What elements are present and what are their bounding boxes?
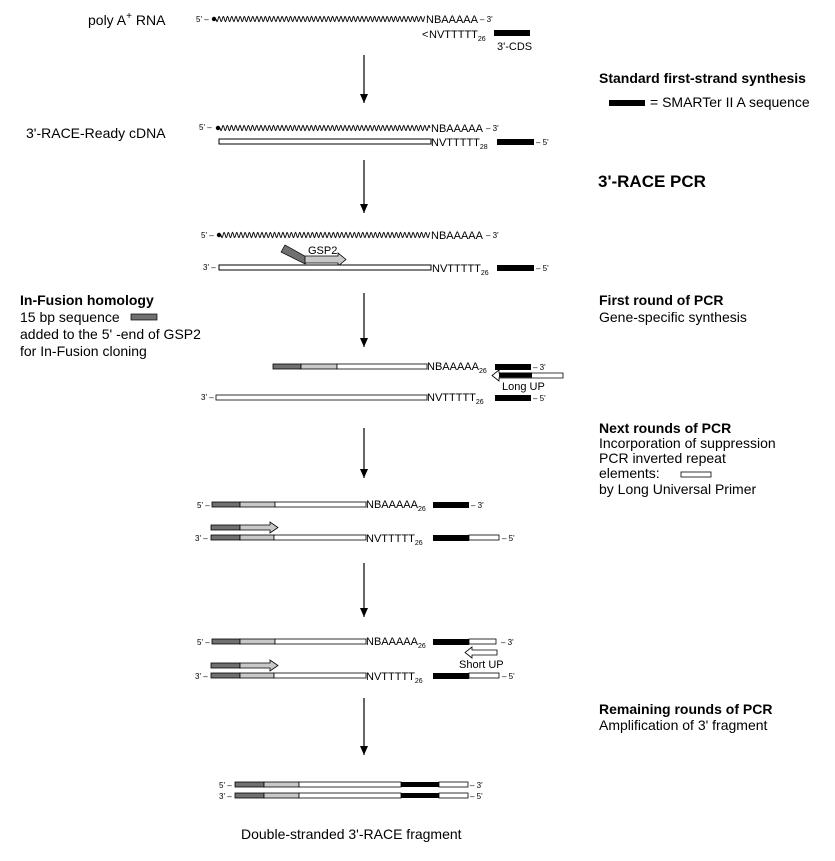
s2-end5: – 5' xyxy=(536,138,549,147)
s6-top-gsp xyxy=(240,639,275,644)
s7-top-five: 5' – xyxy=(219,781,232,790)
s5-bot-nvt: $NVTTTTT_{26}$ xyxy=(366,533,423,547)
s3-five-label: 5' – xyxy=(201,231,214,240)
s7-bot-gsp xyxy=(264,793,299,798)
s1-nvt: $NVTTTTT_{26}$ xyxy=(429,29,486,43)
next-rounds-l2: PCR inverted repeat xyxy=(599,450,726,466)
s5-primer-infusion xyxy=(211,525,240,530)
s6-top-five: 5' – xyxy=(197,638,210,647)
s4-top-strand xyxy=(337,364,427,369)
s5-bot-three: 3' – xyxy=(195,534,208,543)
long-up-label: Long UP xyxy=(502,381,545,393)
s5-top-end3: – 3' xyxy=(471,501,484,510)
s7-top-longup xyxy=(439,782,468,787)
s3-cdna-strand xyxy=(219,265,431,270)
s6-primer-arrow xyxy=(240,660,278,671)
s5-bot-longup-tail xyxy=(469,535,499,540)
infusion-line1: 15 bp sequence xyxy=(20,309,120,325)
s3-three-label: 3' – xyxy=(203,263,216,272)
s6-top-smarter xyxy=(433,639,469,645)
race-pcr-title: 3'-RACE PCR xyxy=(598,172,706,191)
s5-bot-infusion xyxy=(211,535,240,540)
infusion-line2: added to the 5' -end of GSP2 xyxy=(20,326,201,342)
s3-nba: NBAAAAA xyxy=(431,230,483,242)
next-rounds-l1: Incorporation of suppression xyxy=(599,435,776,451)
s7-bot-smarter xyxy=(401,793,439,798)
s1-cds-bar xyxy=(494,30,530,36)
s1-rna-wave xyxy=(216,16,425,21)
s6-bot-three: 3' – xyxy=(195,672,208,681)
s2-smarter-bar xyxy=(497,139,534,145)
s4-top-end3: – 3' xyxy=(533,363,546,372)
s4-top-infusion xyxy=(273,364,301,369)
s3-end3: – 3' xyxy=(486,231,499,240)
s4-top-nba: $NBAAAAA_{26}$ xyxy=(427,361,487,375)
s4-bot-smarter xyxy=(495,395,531,401)
s5-top-five: 5' – xyxy=(197,501,210,510)
long-up-black xyxy=(499,373,532,378)
s5-top-nba: $NBAAAAA_{26}$ xyxy=(366,499,426,513)
s6-bot-nvt: $NVTTTTT_{26}$ xyxy=(366,671,423,685)
s2-rna-wave xyxy=(220,125,430,130)
first-round-sub: Gene-specific synthesis xyxy=(599,309,747,325)
short-up-primer xyxy=(465,647,497,658)
next-rounds-swatch xyxy=(681,472,711,477)
s7-bot-three: 3' – xyxy=(219,792,232,801)
s6-top-end3: – 3' xyxy=(501,638,514,647)
s5-top-smarter xyxy=(433,502,469,508)
s6-top-longup-tail xyxy=(469,639,496,644)
next-rounds-l3: elements: xyxy=(599,465,660,481)
s7-top-gsp xyxy=(264,782,299,787)
s6-top-nba: $NBAAAAA_{26}$ xyxy=(366,636,426,650)
s6-bot-end5: – 5' xyxy=(502,672,515,681)
s1-nba: NBAAAAA xyxy=(426,14,478,26)
s2-nvt: $NVTTTTT_{28}$ xyxy=(431,137,488,151)
next-rounds-l4: by Long Universal Primer xyxy=(599,481,757,497)
gsp2-label: GSP2 xyxy=(308,245,338,257)
s7-bot-end5: – 5' xyxy=(470,792,483,801)
s1-five-label: 5' – xyxy=(196,15,209,24)
next-rounds-title: Next rounds of PCR xyxy=(599,420,732,436)
s4-bot-strand xyxy=(216,395,427,400)
s4-bot-three: 3' – xyxy=(201,393,214,402)
s5-bot-smarter xyxy=(433,535,469,541)
s5-bot-strand xyxy=(274,535,366,540)
smarter-legend-text: = SMARTer II A sequence xyxy=(650,94,810,110)
s5-top-gsp xyxy=(240,502,275,507)
s1-lt: < xyxy=(422,29,429,41)
s5-bot-gsp xyxy=(240,535,274,540)
s5-top-infusion xyxy=(212,502,240,507)
s6-bot-strand xyxy=(274,673,366,678)
s2-end3: – 3' xyxy=(486,124,499,133)
s6-bot-longup-tail xyxy=(469,673,499,678)
infusion-line3: for In-Fusion cloning xyxy=(20,343,147,359)
s7-top-infusion xyxy=(235,782,264,787)
s3-nvt: $NVTTTTT_{26}$ xyxy=(432,263,489,277)
s3-cap-dot xyxy=(217,233,221,237)
s4-bot-nvt: $NVTTTTT_{26}$ xyxy=(427,392,484,406)
s7-bot-strand xyxy=(299,793,401,798)
s4-top-smarter xyxy=(495,364,531,370)
infusion-title: In-Fusion homology xyxy=(20,292,154,308)
race-ready-label: 3'-RACE-Ready cDNA xyxy=(26,125,166,141)
polyA-label: poly A+ RNA xyxy=(88,11,166,28)
s6-primer-infusion xyxy=(211,663,240,668)
remaining-sub: Amplification of 3' fragment xyxy=(599,717,768,733)
s2-five-label: 5' – xyxy=(199,123,212,132)
s6-bot-gsp xyxy=(240,673,274,678)
s1-cds-label: 3'-CDS xyxy=(497,41,533,53)
s6-top-strand xyxy=(275,639,366,644)
s7-bot-infusion xyxy=(235,793,264,798)
remaining-title: Remaining rounds of PCR xyxy=(599,701,773,717)
final-fragment-label: Double-stranded 3'-RACE fragment xyxy=(241,826,462,842)
s7-top-end3: – 3' xyxy=(470,781,483,790)
s7-top-strand xyxy=(299,782,401,787)
s6-bot-smarter xyxy=(433,673,469,679)
s6-bot-infusion xyxy=(211,673,240,678)
s5-top-strand xyxy=(275,502,366,507)
first-round-title: First round of PCR xyxy=(599,292,724,308)
s6-top-infusion xyxy=(212,639,240,644)
s2-nba: NBAAAAA xyxy=(431,123,483,135)
s4-top-gsp xyxy=(301,364,337,369)
s3-rna-wave xyxy=(221,232,430,237)
s1-end3: – 3' xyxy=(480,15,493,24)
s4-bot-end5: – 5' xyxy=(533,394,546,403)
s5-bot-end5: – 5' xyxy=(502,534,515,543)
s2-cap-dot xyxy=(216,126,220,130)
s1-cap-dot xyxy=(212,17,216,21)
s7-top-smarter xyxy=(401,782,439,787)
infusion-swatch xyxy=(131,314,157,320)
s2-cdna-strand xyxy=(219,139,431,144)
s3-smarter-bar xyxy=(497,265,534,271)
short-up-label: Short UP xyxy=(459,659,504,671)
smarter-legend-bar xyxy=(609,100,645,106)
s3-end5: – 5' xyxy=(536,264,549,273)
s7-bot-longup xyxy=(439,793,468,798)
std-synthesis-title: Standard first-strand synthesis xyxy=(599,70,806,86)
s5-primer-arrow xyxy=(240,522,278,533)
